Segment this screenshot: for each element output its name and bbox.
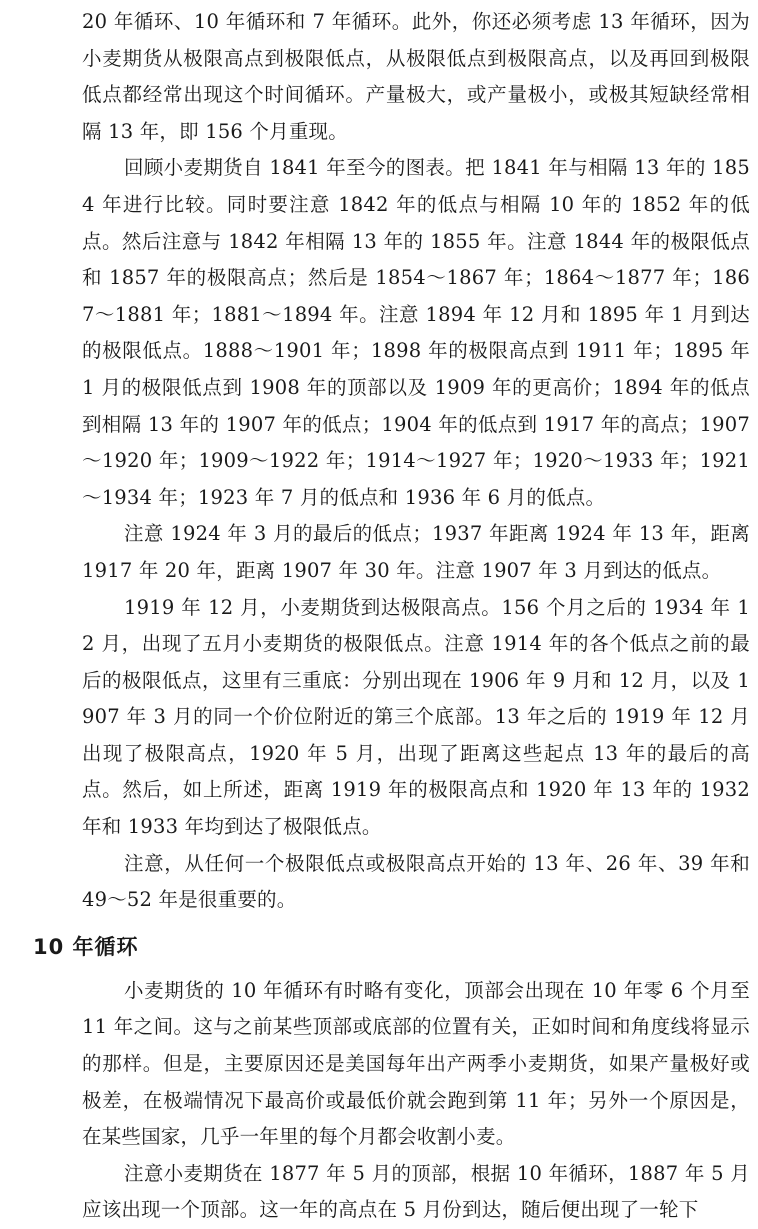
paragraph-10-year-cycle: 小麦期货的 10 年循环有时略有变化，顶部会出现在 10 年零 6 个月至 11 年之间。这与之前某些顶部或底部的位置有关，正如时间和角度线将显示的那样。但是，主要原因还是美国每年出产两季小麦期货，如果产量极好或极差，在极端情况下最高价或最低价就会跑到第 11 年；另外一个原因是，在某些国家，几乎一年里的每个月都会收割小麦。	[82, 978, 750, 1149]
paragraph-review-wheat-chart: 回顾小麦期货自 1841 年至今的图表。把 1841 年与相隔 13 年的 1854 年进行比较。同时要注意 1842 年的低点与相隔 10 年的 1852 年的低点。然后注意与 1842 年相隔 13 年的 1855 年。注意 1844 年的极限低点和 1857 年的极限高点；然后是 1854～1867 年；1864～1877 年；1867～1881 年；1881～1894 年。注意 1894 年 12 月和 1895 年 1 月到达的极限低点。1888～1901 年；1898 年的极限高点到 1911 年；1895 年 1 月的极限低点到 1908 年的顶部以及 1909 年的更高价；1894 年的低点到相隔 13 年的 1907 年的低点；1904 年的低点到 1917 年的高点；1907～1920 年；1909～1922 年；1914～1927 年；1920～1933 年；1921～1934 年；1923 年 7 月的低点和 1936 年 6 月的低点。	[82, 156, 750, 509]
paragraph-continued: 20 年循环、10 年循环和 7 年循环。此外，你还必须考虑 13 年循环，因为小麦期货从极限高点到极限低点，从极限低点到极限高点，以及再回到极限低点都经常出现这个时间循环。产量极大，或产量极小，或极其短缺经常相隔 13 年，即 156 个月重现。	[82, 10, 750, 143]
paragraph-1877-top: 注意小麦期货在 1877 年 5 月的顶部，根据 10 年循环，1887 年 5 月应该出现一个顶部。这一年的高点在 5 月份到达，随后便出现了一轮下	[82, 1161, 750, 1222]
paragraph-1924-low: 注意 1924 年 3 月的最后的低点；1937 年距离 1924 年 13 年，距离 1917 年 20 年，距离 1907 年 30 年。注意 1907 年 3 月到达的低点。	[82, 522, 750, 582]
paragraph-key-years: 注意，从任何一个极限低点或极限高点开始的 13 年、26 年、39 年和 49～52 年是很重要的。	[82, 851, 750, 912]
paragraph-1919-high: 1919 年 12 月，小麦期货到达极限高点。156 个月之后的 1934 年 12 月，出现了五月小麦期货的极限低点。注意 1914 年的各个低点之前的最后的极限低点，这里有三重底：分别出现在 1906 年 9 月和 12 月，以及 1907 年 3 月的同一个价位附近的第三个底部。13 年之后的 1919 年 12 月出现了极限高点，1920 年 5 月，出现了距离这些起点 13 年的最后的高点。然后，如上所述，距离 1919 年的极限高点和 1920 年 13 年的 1932 年和 1933 年均到达了极限低点。	[82, 595, 750, 839]
section-heading: 10 年循环	[33, 934, 139, 959]
